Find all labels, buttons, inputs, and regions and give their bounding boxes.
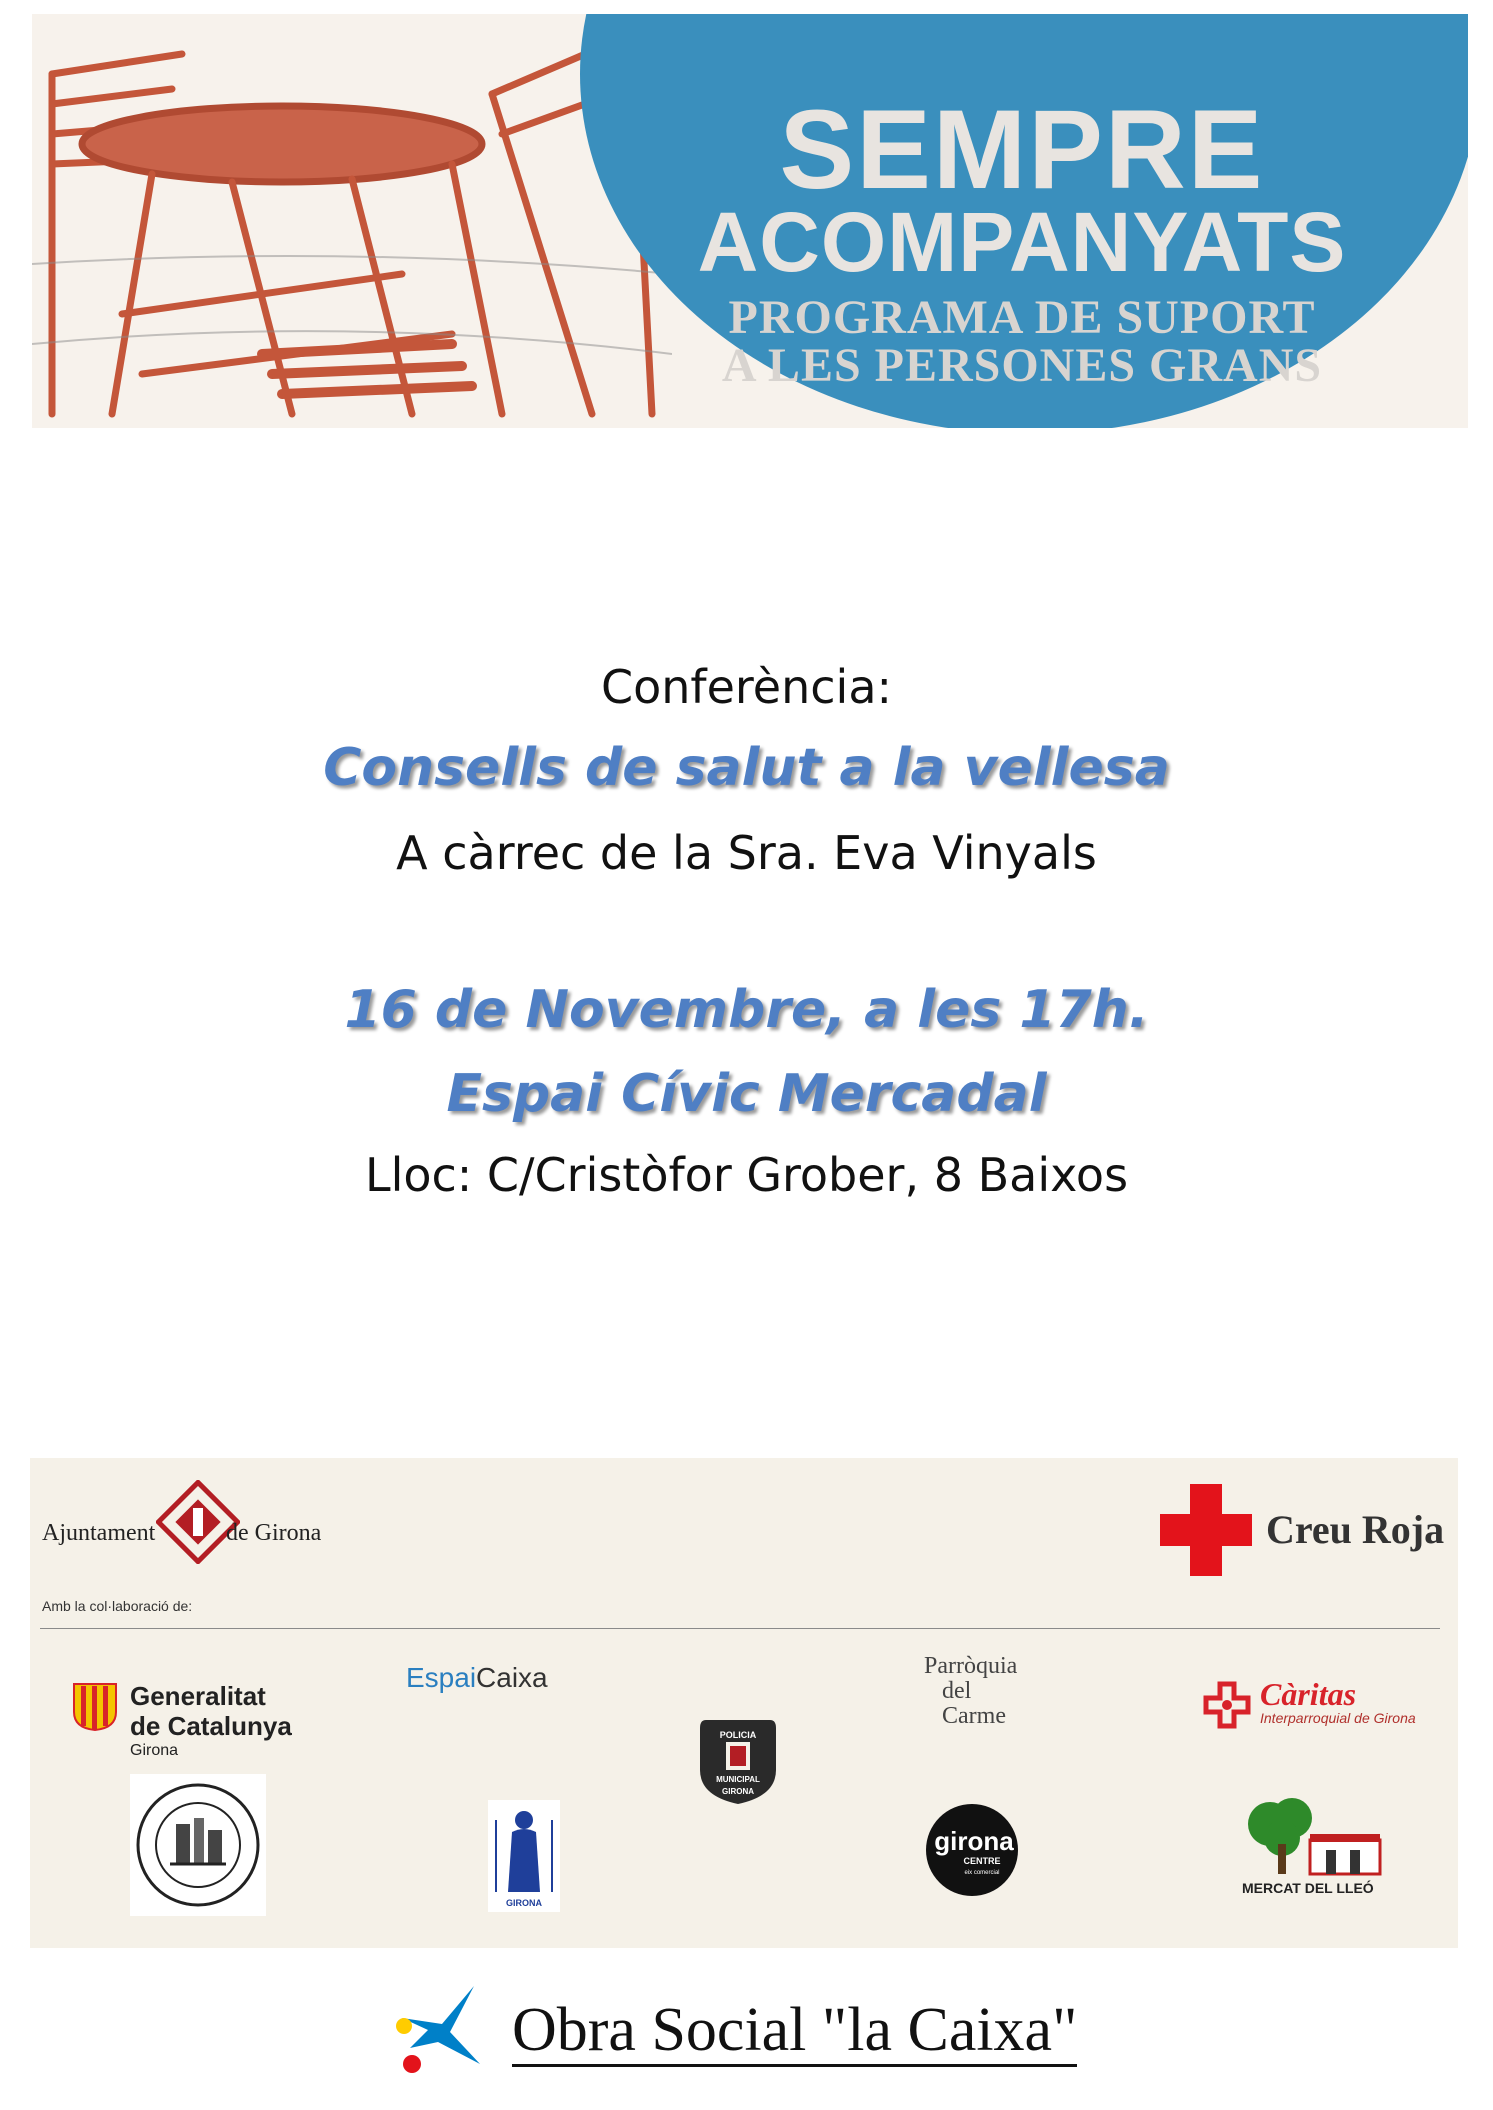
- banner-line-sempre: SEMPRE: [779, 87, 1265, 212]
- generalitat-line-1: Generalitat: [130, 1681, 266, 1711]
- caritas-name: Càritas: [1260, 1676, 1357, 1712]
- parroquia-santa-susanna-logo: [488, 1800, 560, 1912]
- parroquia-carme-2: del: [942, 1678, 972, 1705]
- sponsors-panel: [30, 1458, 1458, 1948]
- obra-social-text: Obra Social "la Caixa": [512, 1996, 1077, 2067]
- collaboration-label: Amb la col·laboració de:: [42, 1598, 193, 1614]
- la-caixa-star-icon: [380, 1978, 490, 2088]
- associacio-gent-gran-logo: [130, 1774, 266, 1916]
- conference-venue: Espai Cívic Mercadal: [446, 1064, 1047, 1124]
- saint-figure-icon: [488, 1800, 560, 1912]
- parroquia-carme-3: Carme: [942, 1703, 1006, 1730]
- obra-social-footer: [354, 1960, 1114, 2110]
- creu-roja-text: Creu Roja: [1266, 1507, 1445, 1552]
- red-cross-icon: [1160, 1484, 1252, 1576]
- banner-line-programa: PROGRAMA DE SUPORT: [728, 291, 1316, 344]
- parroquia-santa-susanna-text: GIRONA: [506, 1898, 542, 1908]
- generalitat-line-2: de Catalunya: [130, 1710, 292, 1741]
- conference-speaker: A càrrec de la Sra. Eva Vinyals: [396, 826, 1097, 880]
- generalitat-shield-icon: [72, 1682, 118, 1732]
- espaicaixa-b: Caixa: [476, 1662, 548, 1693]
- conference-title: Consells de salut a la vellesa: [323, 738, 1170, 798]
- girona-centre-text-2: CENTRE: [963, 1856, 1001, 1866]
- espaicaixa-logo: [406, 1662, 548, 1694]
- cafe-table-chairs-illustration: [32, 14, 672, 428]
- generalitat-logo: [130, 1682, 292, 1760]
- banner-title: [592, 87, 1452, 392]
- caritas-cross-icon: [1202, 1680, 1252, 1730]
- associacio-seal-icon: [130, 1774, 266, 1916]
- header-banner: [32, 14, 1468, 428]
- policia-text-1: POLICIA: [719, 1730, 757, 1740]
- conference-datetime: 16 de Novembre, a les 17h.: [344, 980, 1149, 1040]
- policia-text-2: MUNICIPAL: [716, 1775, 760, 1784]
- girona-centre-text-1: girona: [934, 1826, 1014, 1856]
- caritas-subtitle: Interparroquial de Girona: [1260, 1710, 1416, 1726]
- banner-line-acompanyats: ACOMPANYATS: [697, 195, 1347, 289]
- espaicaixa-a: Espai: [406, 1662, 477, 1693]
- conference-address: Lloc: C/Cristòfor Grober, 8 Baixos: [364, 1148, 1129, 1202]
- ajuntament-right-text: de Girona: [226, 1520, 322, 1546]
- girona-centre-text-3: eix comercial: [964, 1870, 1000, 1876]
- parroquia-carme-logo: [924, 1654, 1017, 1730]
- mercat-del-lleo-text: MERCAT DEL LLEÓ: [1242, 1880, 1374, 1896]
- ajuntament-left-text: Ajuntament: [42, 1520, 156, 1546]
- conference-heading: Conferència:: [600, 660, 893, 714]
- sponsors-divider: [40, 1628, 1440, 1629]
- parroquia-carme-1: Parròquia: [924, 1653, 1018, 1679]
- girona-centre-logo-icon: [922, 1800, 1022, 1900]
- generalitat-line-3: Girona: [130, 1741, 179, 1759]
- caritas-logo: [1260, 1678, 1416, 1726]
- mercat-del-lleo-tree-icon: [1230, 1794, 1400, 1880]
- policia-municipal-badge-icon: [696, 1714, 780, 1808]
- banner-line-persones: A LES PERSONES GRANS: [721, 339, 1323, 392]
- policia-text-3: GIRONA: [722, 1787, 754, 1796]
